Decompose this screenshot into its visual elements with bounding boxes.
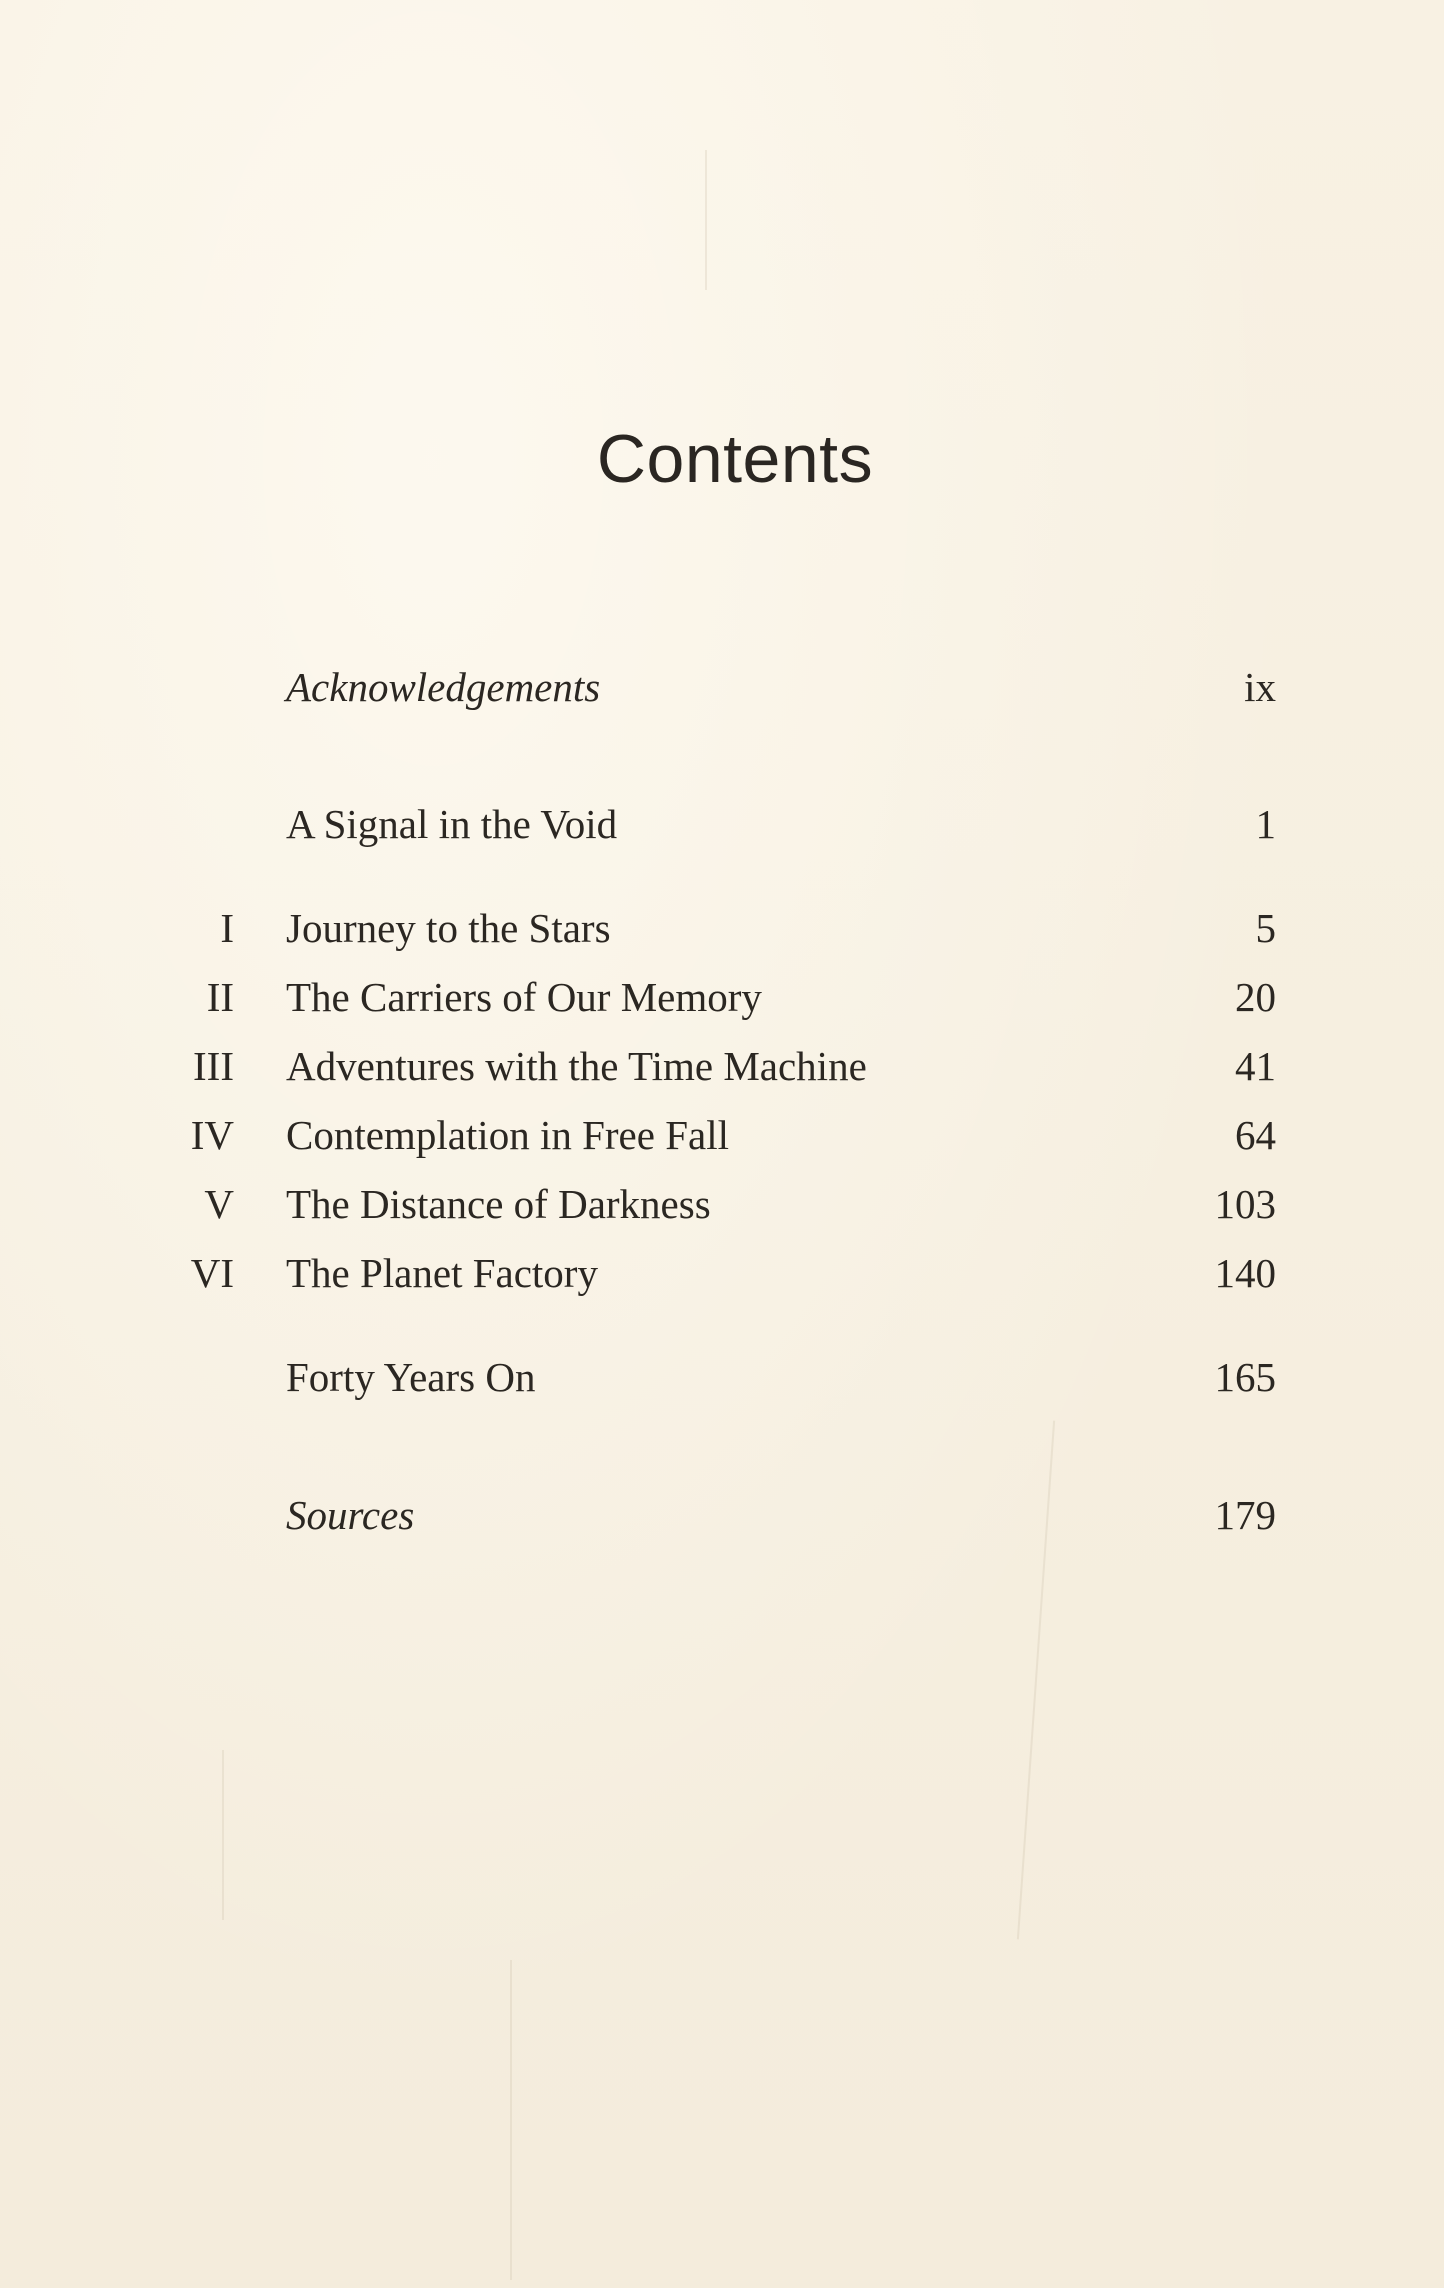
entry-title: Contemplation in Free Fall [286,1112,729,1158]
toc-entry-chapter-4 [0,1105,1444,1165]
page-number: 140 [1214,1250,1276,1296]
chapter-number: VI [190,1250,234,1296]
chapter-number: II [206,974,234,1020]
page-number: 5 [1255,905,1276,951]
page-number: ix [1244,664,1276,710]
paper-streak [222,1750,224,1920]
entry-title: Journey to the Stars [286,905,611,951]
toc-entry-acknowledgements [0,657,1444,717]
toc-entry-chapter-6 [0,1243,1444,1303]
paper-streak [510,1960,512,2280]
chapter-number: I [220,905,234,951]
paper-streak [705,150,707,290]
page-number: 179 [1214,1492,1276,1538]
toc-entry-sources [0,1485,1444,1545]
entry-title: Adventures with the Time Machine [286,1043,867,1089]
entry-title: A Signal in the Void [286,801,618,847]
toc-entry-chapter-5 [0,1174,1444,1234]
page-title: Contents [596,421,874,497]
page-number: 1 [1255,801,1276,847]
toc-entry-chapter-2 [0,967,1444,1027]
entry-title: The Distance of Darkness [286,1181,711,1227]
toc-entry-chapter-1 [0,898,1444,958]
toc-entry-chapter-3 [0,1036,1444,1096]
page-number: 41 [1235,1043,1276,1089]
chapter-number: III [193,1043,234,1089]
toc-entry-epilogue [0,1347,1444,1407]
page-number: 103 [1214,1181,1276,1227]
entry-title: Forty Years On [286,1354,536,1400]
entry-title: The Carriers of Our Memory [286,974,762,1020]
entry-title: The Planet Factory [286,1250,598,1296]
toc-entry-prologue [0,794,1444,854]
page-number: 20 [1235,974,1276,1020]
page-number: 165 [1214,1354,1276,1400]
chapter-number: V [204,1181,234,1227]
entry-title: Acknowledgements [286,664,601,710]
page-number: 64 [1235,1112,1276,1158]
chapter-number: IV [190,1112,234,1158]
entry-title: Sources [286,1492,415,1538]
